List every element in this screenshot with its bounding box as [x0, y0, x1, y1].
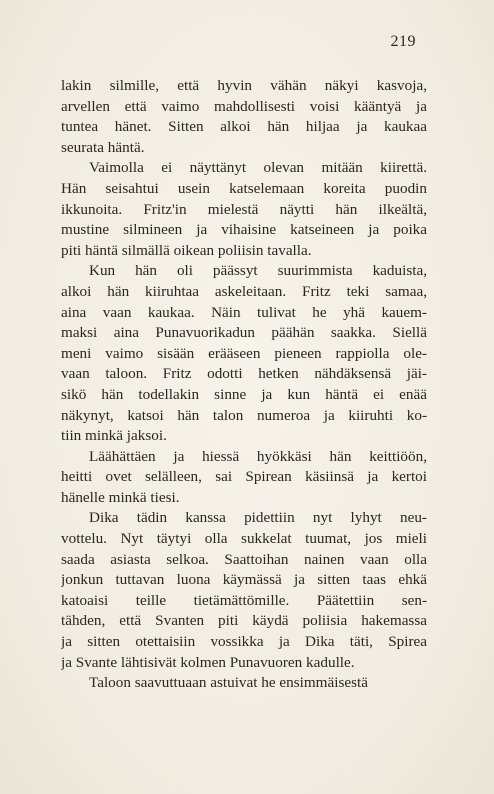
- text-line: saada asiasta selkoa. Saattoihan nainen vaan olla: [61, 550, 427, 568]
- text-line: vaan taloon. Fritz odotti hetken nähdäksensä jäi-: [61, 365, 427, 383]
- text-line: aina vaan kaukaa. Näin tulivat he yhä kauem-: [61, 303, 427, 321]
- paragraph: [61, 508, 427, 673]
- text-line: näkynyt, katsoi hän talon numeroa ja kiiruhti ko-: [61, 406, 427, 424]
- paragraph: [61, 158, 427, 261]
- text-line: mustine silmineen ja vihaisine katseineen ja poika: [61, 221, 427, 239]
- text-line: tähden, että Svanten piti käydä poliisia hakemassa: [61, 612, 427, 630]
- text-line: hänelle minkä tiesi.: [61, 488, 180, 506]
- text-line: Läähättäen ja hiessä hyökkäsi hän keittiöön,: [89, 447, 427, 465]
- paragraph: [61, 261, 427, 446]
- text-line: lakin silmille, että hyvin vähän näkyi kasvoja,: [61, 77, 427, 94]
- text-line: ja Svante lähtisivät kolmen Punavuoren kadulle.: [61, 653, 355, 671]
- text-line: tuntea hänet. Sitten alkoi hän hiljaa ja kaukaa: [61, 118, 427, 136]
- text-line: heitti ovet selälleen, sai Spirean käsiinsä ja kertoi: [61, 468, 427, 486]
- text-line: Dika tädin kanssa pidettiin nyt lyhyt neu-: [89, 509, 427, 527]
- text-line: sikö hän todellakin sinne ja kun häntä ei enää: [61, 385, 427, 403]
- text-line: Hän seisahtui usein katselemaan koreita puodin: [61, 179, 427, 197]
- paragraph: [61, 76, 427, 158]
- text-line: Vaimolla ei näyttänyt olevan mitään kiirettä.: [89, 159, 427, 177]
- text-line: meni vaimo sisään erääseen pieneen rappiolla ole-: [61, 344, 427, 362]
- text-line: Kun hän oli päässyt suurimmista kaduista,: [89, 262, 427, 280]
- body-text: [61, 76, 427, 694]
- text-line: arvellen että vaimo mahdollisesti voisi kääntyä ja: [61, 97, 427, 115]
- text-line: katoaisi teille tietämättömille. Päätettiin sen-: [61, 591, 427, 609]
- text-line: tiin minkä jaksoi.: [61, 427, 167, 445]
- text-line: jonkun tuttavan luona käymässä ja sitten taas ehkä: [61, 571, 427, 589]
- text-line: Taloon saavuttuaan astuivat he ensimmäisestä: [89, 674, 368, 692]
- text-line: ja sitten otettaisiin vossikka ja Dika täti, Spirea: [61, 633, 427, 651]
- text-line: piti häntä silmällä oikean poliisin tavalla.: [61, 241, 312, 259]
- text-line: ikkunoita. Fritz'in mielestä näytti hän ilkeältä,: [61, 200, 427, 218]
- text-line: maksi aina Punavuorikadun päähän saakka. Siellä: [61, 324, 427, 342]
- text-line: seurata häntä.: [61, 138, 145, 156]
- text-line: alkoi hän kiiruhtaa askeleitaan. Fritz teki samaa,: [61, 282, 427, 300]
- paragraph: [61, 447, 427, 509]
- page-number: 219: [390, 33, 416, 50]
- text-line: vottelu. Nyt täytyi olla sukkelat tuumat, jos mieli: [61, 530, 427, 548]
- paragraph: [61, 673, 427, 694]
